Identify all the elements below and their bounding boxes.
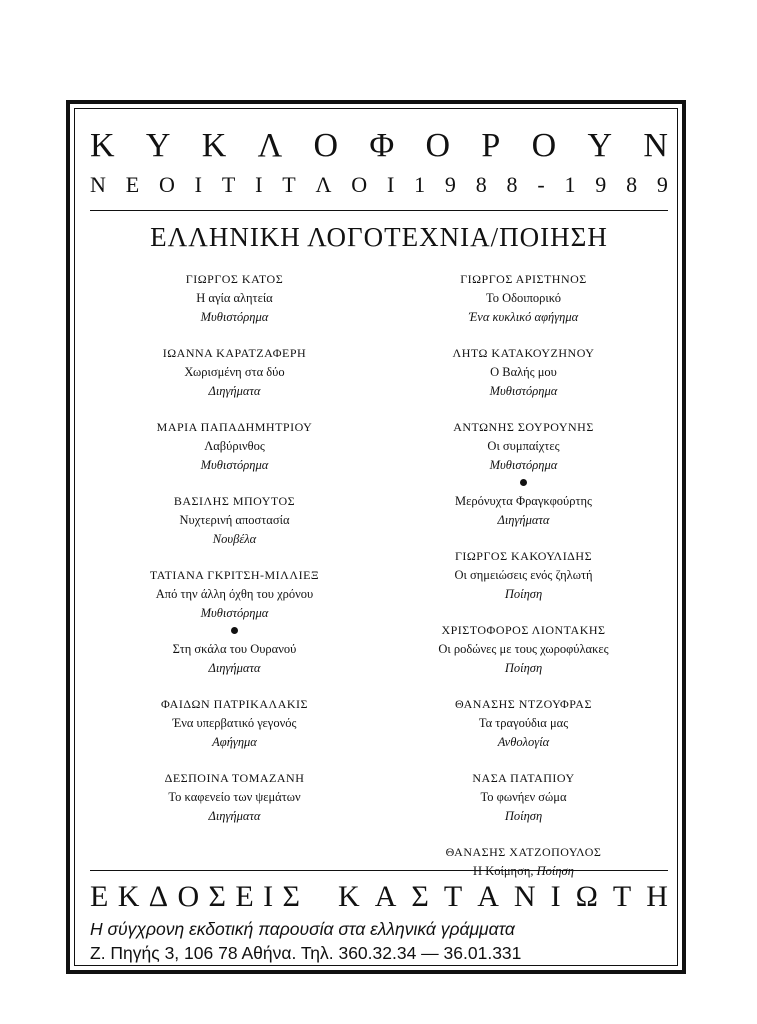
book-entry (379, 269, 668, 327)
book-title: Νυχτερινή αποστασία (179, 513, 290, 527)
publisher-letter: Ω (575, 880, 598, 913)
subtitle-letter: Ο (351, 172, 368, 197)
subtitle-letter: Ι (255, 172, 263, 197)
book-list (90, 269, 668, 897)
subtitle-letter: 1 (414, 172, 426, 197)
book-title: Το Οδοιπορικό (485, 291, 562, 305)
subtitle-letter: Ε (125, 172, 140, 197)
author-name: ΙΩΑΝΝΑ ΚΑΡΑΤΖΑΦΕΡΗ (162, 346, 307, 360)
book-genre: Μυθιστόρημα (489, 458, 558, 472)
book-genre: Μυθιστόρημα (200, 606, 269, 620)
publisher-letter: Δ (148, 880, 169, 913)
book-title: Τα τραγούδια μας (478, 716, 569, 730)
book-genre: Μυθιστόρημα (200, 458, 269, 472)
publisher-word-ekdoseis (90, 879, 300, 915)
book-genre: Διηγήματα (208, 384, 261, 398)
author-name: ΓΙΩΡΓΟΣ ΚΑΚΟΥΛΙΔΗΣ (454, 549, 593, 563)
book-entry (379, 343, 668, 401)
book-title: Η Κοίμηση, (473, 864, 534, 878)
subtitle-letter: - (537, 172, 545, 197)
book-entry (90, 491, 379, 549)
book-genre: Ποίηση (536, 864, 574, 878)
publisher-footer (90, 870, 668, 965)
book-genre: Διηγήματα (208, 809, 261, 823)
publisher-letter: Σ (411, 880, 429, 913)
title-letter: Κ (201, 127, 227, 164)
bullet-separator (520, 479, 527, 486)
title-letter: Ο (531, 127, 557, 164)
book-title: Στη σκάλα του Ουρανού (172, 642, 297, 656)
author-name: ΓΙΩΡΓΟΣ ΑΡΙΣΤΗΝΟΣ (460, 272, 587, 286)
book-entry (90, 768, 379, 826)
author-name: ΘΑΝΑΣΗΣ ΝΤΖΟΥΦΡΑΣ (455, 697, 592, 711)
author-name: ΦΑΙΔΩΝ ΠΑΤΡΙΚΑΛΑΚΙΣ (160, 697, 309, 711)
section-title: ΕΛΛΗΝΙΚΗ ΛΟΓΟΤΕΧΝΙΑ/ΠΟΙΗΣΗ (150, 222, 608, 252)
publisher-letter: Η (646, 880, 668, 913)
book-genre: Διηγήματα (497, 513, 550, 527)
right-column (379, 269, 668, 897)
book-entry (90, 565, 379, 678)
bullet-separator (231, 627, 238, 634)
book-title: Οι ροδώνες με τους χωροφύλακες (438, 642, 609, 656)
author-name: ΝΑΣΑ ΠΑΤΑΠΙΟΥ (472, 771, 575, 785)
publisher-letter: Σ (208, 880, 226, 913)
book-entry (90, 343, 379, 401)
advertisement-content (90, 112, 668, 897)
subtitle-letter: 8 (626, 172, 638, 197)
publisher-letter: Τ (443, 880, 463, 913)
subtitle-letter: 9 (444, 172, 456, 197)
subtitle-letter: Ι (386, 172, 395, 197)
title-letter: Κ (90, 127, 115, 164)
footer-divider (90, 870, 668, 871)
publisher-letter: Ε (235, 880, 254, 913)
publisher-tagline: Η σύγχρονη εκδοτική παρουσία στα ελληνικά γράμματα (90, 919, 515, 939)
subtitle-letter: 9 (595, 172, 607, 197)
subtitle-letter: Λ (315, 172, 332, 197)
publisher-letter: Ι (550, 880, 561, 913)
publisher-letter: Κ (117, 880, 140, 913)
publisher-letter: Ο (177, 880, 200, 913)
publisher-letter: Α (374, 880, 397, 913)
book-entry (379, 694, 668, 752)
title-letter: Ν (643, 127, 668, 164)
publisher-letter: Α (477, 880, 499, 913)
publisher-word-kastanioti (338, 879, 668, 915)
publisher-letter: Κ (338, 880, 360, 913)
author-name: ΛΗΤΩ ΚΑΤΑΚΟΥΖΗΝΟΥ (452, 346, 595, 360)
subtitle-letter: 8 (506, 172, 518, 197)
publisher-address: Ζ. Πηγής 3, 106 78 Αθήνα. Τηλ. 360.32.34 — 36.01.331 (90, 943, 522, 963)
book-genre: Ποίηση (504, 587, 543, 601)
book-genre: Ποίηση (504, 809, 543, 823)
page-subtitle (90, 170, 668, 200)
author-name: ΔΕΣΠΟΙΝΑ ΤΟΜΑΖΑΝΗ (164, 771, 305, 785)
subtitle-letter: Ι (194, 172, 202, 197)
author-name: ΤΑΤΙΑΝΑ ΓΚΡΙΤΣΗ-ΜΙΛΛΙΕΞ (149, 568, 320, 582)
title-letter: Λ (257, 127, 283, 164)
book-entry (379, 768, 668, 826)
publisher-letter: Ι (263, 880, 274, 913)
book-title: Ο Βαλής μου (490, 365, 557, 379)
title-letter: Ρ (481, 127, 501, 164)
book-genre: Αφήγημα (212, 735, 257, 749)
subtitle-letter: 9 (656, 172, 668, 197)
author-name: ΘΑΝΑΣΗΣ ΧΑΤΖΟΠΟΥΛΟΣ (445, 845, 602, 859)
publisher-letter: Σ (282, 880, 300, 913)
author-name: ΑΝΤΩΝΗΣ ΣΟΥΡΟΥΝΗΣ (453, 420, 594, 434)
book-entry (379, 620, 668, 678)
title-letter: Ο (313, 127, 339, 164)
subtitle-letter: Ν (90, 172, 106, 197)
subtitle-letter: Τ (282, 172, 296, 197)
book-title: Από την άλλη όχθη του χρόνου (155, 587, 314, 601)
title-letter: Υ (145, 127, 171, 164)
book-entry (379, 546, 668, 604)
book-title: Το καφενείο των ψεμάτων (168, 790, 301, 804)
book-genre: Νουβέλα (212, 532, 257, 546)
book-entry (90, 269, 379, 327)
page-title (90, 124, 668, 168)
book-title: Το φωνήεν σώμα (480, 790, 567, 804)
author-name: ΜΑΡΙΑ ΠΑΠΑΔΗΜΗΤΡΙΟΥ (156, 420, 313, 434)
book-genre: Ανθολογία (497, 735, 550, 749)
subtitle-letter: 8 (475, 172, 487, 197)
publisher-letter: Ν (513, 880, 536, 913)
publisher-letter: Ε (90, 880, 109, 913)
book-genre: Μυθιστόρημα (489, 384, 558, 398)
book-title: Ένα υπερβατικό γεγονός (172, 716, 297, 730)
book-title: Χωρισμένη στα δύο (184, 365, 285, 379)
book-entry (90, 694, 379, 752)
left-column (90, 269, 379, 897)
subtitle-letter: Τ (221, 172, 236, 197)
author-name: ΓΙΩΡΓΟΣ ΚΑΤΟΣ (185, 272, 284, 286)
subtitle-letter: Ο (158, 172, 175, 197)
title-letter: Ο (425, 127, 451, 164)
author-name: ΧΡΙΣΤΟΦΟΡΟΣ ΛΙΟΝΤΑΚΗΣ (441, 623, 606, 637)
book-genre: Ποίηση (504, 661, 543, 675)
publisher-name (90, 879, 668, 915)
book-genre: Διηγήματα (208, 661, 261, 675)
book-title: Μερόνυχτα Φραγκφούρτης (455, 494, 592, 508)
subtitle-letter: 1 (564, 172, 576, 197)
publisher-letter: Τ (612, 880, 632, 913)
book-title: Οι συμπαίχτες (487, 439, 560, 453)
book-entry (379, 417, 668, 530)
title-letter: Φ (369, 127, 395, 164)
title-letter: Υ (587, 127, 613, 164)
book-title: Οι σημειώσεις ενός ζηλωτή (454, 568, 593, 582)
book-title: Λαβύρινθος (204, 439, 265, 453)
author-name: ΒΑΣΙΛΗΣ ΜΠΟΥΤΟΣ (173, 494, 296, 508)
book-genre: Μυθιστόρημα (200, 310, 269, 324)
book-title: Η αγία αλητεία (196, 291, 273, 305)
book-genre: Ένα κυκλικό αφήγημα (468, 310, 579, 324)
book-entry (90, 417, 379, 475)
header-divider (90, 210, 668, 211)
